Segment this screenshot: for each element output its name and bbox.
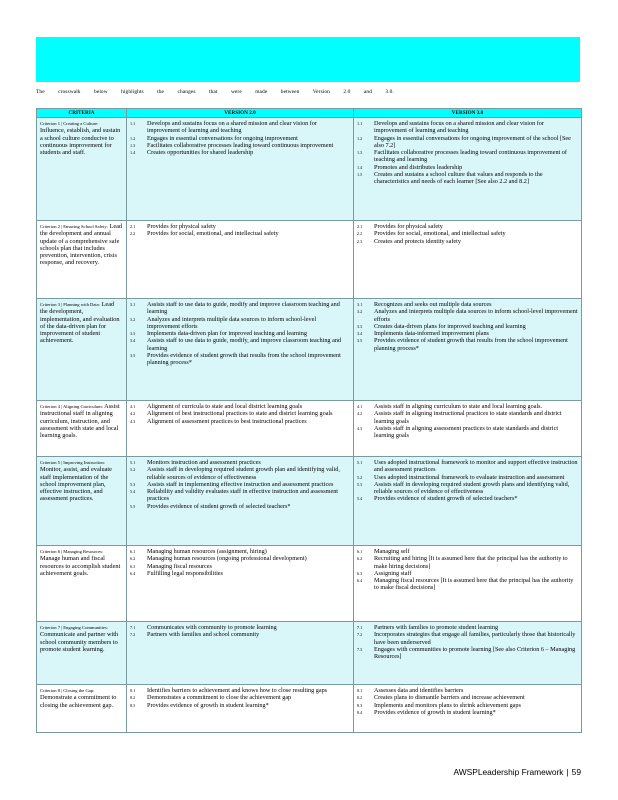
indicator-item xyxy=(130,301,350,316)
indicator-text: Creates opportunities for shared leadership xyxy=(147,149,254,157)
version-2-cell xyxy=(127,299,354,401)
indicator-number: 3.1 xyxy=(357,302,363,307)
table-row xyxy=(37,401,582,457)
version-3-cell xyxy=(354,401,582,457)
indicator-number: 2.1 xyxy=(357,224,363,229)
indicator-number: 6.2 xyxy=(130,556,136,562)
indicator-text: Assists staff in implementing effective instruction and assessment practices xyxy=(147,480,334,488)
criterion-heading: Criterion 2 | Ensuring School Safety: xyxy=(40,224,108,229)
criterion-heading: Criterion 1 | Creating a Culture: xyxy=(40,121,99,126)
indicator-number: 7.1 xyxy=(130,625,136,630)
indicator-item xyxy=(130,337,350,352)
indicator-text: Managing self xyxy=(374,548,410,555)
criterion-description: Demonstrate a commitment to closing the achievement gap. xyxy=(40,694,117,709)
indicator-number: 3.4 xyxy=(357,331,363,337)
indicator-number: 1.3 xyxy=(130,142,136,148)
indicator-number: 2.3 xyxy=(357,238,363,244)
indicator-number: 8.2 xyxy=(130,695,136,701)
indicator-item xyxy=(130,624,350,631)
indicator-number: 4.1 xyxy=(357,404,363,409)
indicator-number: 5.4 xyxy=(130,489,136,495)
criterion-heading: Criterion 6 | Managing Resources: xyxy=(40,549,104,554)
indicator-number: 4.3 xyxy=(357,425,363,431)
indicator-text: Assists staff in aligning instructional practices to state standards and district learning goals xyxy=(374,410,562,425)
indicator-text: Implements data-driven plan for improved teaching and learning xyxy=(147,330,307,338)
indicator-text: Facilitates collaborative processes leading toward continuous improvement xyxy=(147,141,334,149)
indicator-item xyxy=(130,230,350,237)
indicator-item xyxy=(130,563,350,570)
indicator-item xyxy=(357,330,578,337)
indicator-number: 8.3 xyxy=(357,702,363,708)
indicator-text: Managing human resources (ongoing professional development) xyxy=(147,555,307,563)
indicator-number: 3.3 xyxy=(357,323,363,329)
header-criteria: CRITERIA xyxy=(37,109,127,118)
version-2-cell xyxy=(127,401,354,457)
indicator-number: 6.4 xyxy=(357,578,363,584)
indicator-text: Engages with communities to promote learning [See also Criterion 6 – Managing Resources] xyxy=(374,645,576,661)
criterion-cell xyxy=(37,685,127,733)
indicator-number: 5.3 xyxy=(130,481,136,487)
indicator-text: Engages in essential conversations for ongoing improvement xyxy=(147,134,298,142)
version-2-cell xyxy=(127,546,354,622)
version-3-cell xyxy=(354,546,582,622)
title-banner xyxy=(36,37,580,82)
indicator-text: Uses adopted instructional framework to evaluate instruction and assessment xyxy=(374,473,565,481)
table-body xyxy=(37,118,582,733)
version-2-cell xyxy=(127,622,354,685)
criterion-cell xyxy=(37,118,127,221)
indicator-number: 5.2 xyxy=(357,474,363,480)
indicator-item xyxy=(357,164,578,171)
indicator-item xyxy=(357,223,578,230)
indicator-item xyxy=(357,171,578,186)
indicator-text: Provides evidence of student growth that results from the school improvement planning process* xyxy=(374,337,568,352)
indicator-item xyxy=(357,410,578,425)
table-row xyxy=(37,546,582,622)
indicator-item xyxy=(357,308,578,323)
indicator-text: Reliability and validity evaluates staff in effective instruction and assessment practices xyxy=(147,488,339,503)
indicator-text: Uses adopted instructional framework to monitor and support effective instruction and assessment practices xyxy=(374,459,578,474)
indicator-text: Managing fiscal resources [It is assumed here that the principal has the authority to make fiscal decisions] xyxy=(374,577,574,592)
indicator-item xyxy=(130,503,350,510)
indicator-number: 6.4 xyxy=(130,570,136,576)
indicator-number: 8.2 xyxy=(357,695,363,701)
indicator-text: Implements data-informed improvement plans xyxy=(374,330,489,338)
indicator-text: Incorporates strategies that engage all families, particularly those that historically have been underserved xyxy=(374,631,576,646)
version-3-cell xyxy=(354,457,582,546)
criterion-description: Manage human and fiscal resources to accomplish student achievement goals. xyxy=(40,555,121,577)
indicator-text: Creates and protects identity safety xyxy=(374,237,461,245)
indicator-text: Provides for social, emotional, and intellectual safety xyxy=(147,230,279,238)
indicator-text: Identifies barriers to achievement and knows how to close resulting gaps xyxy=(147,687,328,694)
indicator-text: Alignment of assessment practices to best instructional practices xyxy=(147,417,307,425)
indicator-number: 8.1 xyxy=(357,688,363,693)
indicator-number: 3.4 xyxy=(130,338,136,344)
indicator-number: 6.3 xyxy=(130,563,136,569)
indicator-text: Provides for physical safety xyxy=(374,223,443,230)
indicator-item xyxy=(357,337,578,352)
indicator-number: 2.2 xyxy=(357,231,363,237)
indicator-text: Assists staff in aligning assessment practices to state standards and district learning goals xyxy=(374,424,559,440)
indicator-number: 5.4 xyxy=(357,496,363,502)
indicator-item xyxy=(357,570,578,577)
indicator-text: Assists staff to use data to guide, modify, and improve classroom teaching and learning xyxy=(147,337,342,352)
indicator-text: Assists staff in developing required student growth plan and identifying valid, reliable sources of evidence of effectiveness xyxy=(147,466,340,481)
indicator-number: 1.3 xyxy=(357,150,363,156)
indicator-text: Fulfilling legal responsibilities xyxy=(147,569,223,577)
indicator-number: 3.5 xyxy=(357,338,363,344)
indicator-number: 1.1 xyxy=(357,121,363,126)
indicator-text: Managing fiscal resources xyxy=(147,562,212,570)
indicator-number: 7.2 xyxy=(130,632,136,638)
version-3-cell xyxy=(354,685,582,733)
indicator-item xyxy=(357,323,578,330)
indicator-number: 2.1 xyxy=(130,224,136,229)
table-row xyxy=(37,622,582,685)
indicator-item xyxy=(357,624,578,631)
indicator-item xyxy=(130,352,350,367)
criterion-cell xyxy=(37,457,127,546)
indicator-item xyxy=(357,403,578,410)
criterion-heading: Criterion 4 | Aligning Curriculum: xyxy=(40,404,103,409)
indicator-text: Alignment of best instructional practices to state and district learning goals xyxy=(147,410,333,418)
indicator-item xyxy=(357,230,578,237)
indicator-item xyxy=(357,135,578,150)
indicator-text: Develops and sustains focus on a shared mission and clear vision for improvement of learning and teaching xyxy=(374,120,544,135)
indicator-text: Recruiting and hiring [It is assumed here that the principal has the authority to make hiring decisions] xyxy=(374,555,568,570)
indicator-item xyxy=(130,403,350,410)
indicator-number: 7.2 xyxy=(357,632,363,638)
indicator-item xyxy=(130,570,350,577)
indicator-number: 3.1 xyxy=(130,302,136,307)
indicator-number: 2.2 xyxy=(130,231,136,237)
indicator-number: 1.4 xyxy=(357,164,363,170)
version-2-cell xyxy=(127,457,354,546)
indicator-text: Assigning staff xyxy=(374,569,412,577)
page-number: 59 xyxy=(571,767,581,777)
indicator-item xyxy=(357,548,578,555)
version-3-cell xyxy=(354,622,582,685)
indicator-item xyxy=(130,223,350,230)
criterion-description: Lead the development, implementation, and evaluation of the data-driven plan for improvement of student achievement. xyxy=(40,301,120,345)
indicator-text: Alignment of curricula to state and local district learning goals xyxy=(147,403,303,410)
indicator-number: 8.1 xyxy=(130,688,136,693)
indicator-text: Provides evidence of growth in student learning* xyxy=(374,708,496,716)
criterion-cell xyxy=(37,546,127,622)
indicator-item xyxy=(130,694,350,701)
indicator-number: 3.2 xyxy=(130,316,136,322)
indicator-number: 5.5 xyxy=(130,503,136,509)
table-row xyxy=(37,221,582,299)
indicator-item xyxy=(130,631,350,638)
indicator-item xyxy=(357,694,578,701)
table-row xyxy=(37,685,582,733)
indicator-item xyxy=(357,495,578,502)
indicator-item xyxy=(130,418,350,425)
footer-title: AWSPLeadership Framework xyxy=(453,767,564,777)
indicator-item xyxy=(357,646,578,661)
crosswalk-table xyxy=(36,108,582,733)
indicator-number: 3.2 xyxy=(357,309,363,315)
version-3-cell xyxy=(354,118,582,221)
indicator-text: Provides evidence of student growth of selected teachers* xyxy=(147,502,291,510)
criterion-heading: Criterion 3 | Planning with Data: xyxy=(40,302,100,307)
indicator-number: 8.3 xyxy=(130,702,136,708)
indicator-item xyxy=(130,135,350,142)
indicator-item xyxy=(130,459,350,466)
page-footer xyxy=(453,767,581,777)
version-2-cell xyxy=(127,118,354,221)
intro-text: The crosswalk below highlights the changes that were made between Version 2.0 and 3.0. xyxy=(36,89,394,95)
indicator-number: 1.4 xyxy=(130,150,136,156)
indicator-item xyxy=(130,149,350,156)
indicator-text: Assists staff to use data to guide, modify and improve classroom teaching and learning xyxy=(147,301,340,316)
indicator-number: 4.2 xyxy=(357,411,363,417)
indicator-number: 5.3 xyxy=(357,481,363,487)
indicator-item xyxy=(130,330,350,337)
indicator-text: Monitors instruction and assessment practices xyxy=(147,459,261,466)
indicator-number: 5.1 xyxy=(130,460,136,465)
indicator-item xyxy=(357,577,578,592)
indicator-item xyxy=(357,301,578,308)
indicator-item xyxy=(130,466,350,481)
indicator-text: Assists staff in aligning curriculum to state and local learning goals. xyxy=(374,403,543,410)
indicator-item xyxy=(357,709,578,716)
indicator-item xyxy=(130,687,350,694)
indicator-text: Partners with families to promote student learning xyxy=(374,624,499,631)
indicator-number: 7.3 xyxy=(357,646,363,652)
indicator-number: 6.1 xyxy=(357,549,363,554)
indicator-item xyxy=(357,425,578,440)
indicator-text: Engages in essential conversations for ongoing improvement of the school [See also 7.2] xyxy=(374,134,571,149)
indicator-item xyxy=(357,120,578,135)
header-version-2: VERSION 2.0 xyxy=(127,109,354,118)
criterion-heading: Criterion 7 | Engaging Communities: xyxy=(40,625,109,630)
header-version-3: VERSION 3.0 xyxy=(354,109,582,118)
criterion-description: Monitor, assist, and evaluate staff implementation of the school improvement plan, effective instruction, and assessment practices. xyxy=(40,466,112,503)
indicator-text: Demonstrates a commitment to close the achievement gap xyxy=(147,694,292,702)
indicator-text: Facilitates collaborative processes leading toward continuous improvement of teaching and learning xyxy=(374,149,567,164)
criterion-cell xyxy=(37,299,127,401)
indicator-number: 1.2 xyxy=(130,135,136,141)
indicator-number: 1.1 xyxy=(130,121,136,126)
table-header-row xyxy=(37,109,582,118)
indicator-item xyxy=(357,702,578,709)
indicator-text: Assesses data and identifies barriers xyxy=(374,687,464,694)
indicator-number: 4.1 xyxy=(130,404,136,409)
criterion-heading: Criterion 8 | Closing the Gap: xyxy=(40,688,95,693)
indicator-text: Creates and sustains a school culture that values and responds to the characteristics and needs of each learner [See also 2.2 and 8.2] xyxy=(374,171,543,186)
criterion-cell xyxy=(37,401,127,457)
indicator-number: 6.1 xyxy=(130,549,136,554)
indicator-text: Partners with families and school community xyxy=(147,631,260,639)
criterion-description: Communicate and partner with school community members to promote student learning. xyxy=(40,631,119,653)
criterion-description: Influence, establish, and sustain a school culture conducive to continuous improvement for students and staff. xyxy=(40,127,121,157)
criterion-description: Assist instructional staff in aligning curriculum, instruction, and assessment with state and local learning goals. xyxy=(40,403,120,440)
indicator-text: Creates data-driven plans for improved teaching and learning xyxy=(374,322,526,330)
indicator-text: Analyzes and interprets multiple data sources to inform school-level improvement efforts xyxy=(374,308,578,323)
indicator-number: 8.4 xyxy=(357,709,363,715)
indicator-item xyxy=(130,410,350,417)
indicator-item xyxy=(130,481,350,488)
table-row xyxy=(37,118,582,221)
indicator-text: Provides for social, emotional, and intellectual safety xyxy=(374,230,506,238)
indicator-text: Develops and sustains focus on a shared mission and clear vision for improvement of learning and teaching xyxy=(147,120,317,135)
indicator-number: 4.2 xyxy=(130,411,136,417)
indicator-text: Assists staff in developing required student growth plans and identifying valid, reliable sources of evidence of effectiveness xyxy=(374,480,570,496)
indicator-text: Managing human resources (assignment, hiring) xyxy=(147,548,267,555)
criterion-description: Lead the development and annual update of a comprehensive safe schools plan that includes prevention, intervention, crisis response, and recovery. xyxy=(40,223,123,267)
indicator-item xyxy=(130,555,350,562)
indicator-item xyxy=(130,120,350,135)
indicator-item xyxy=(357,481,578,496)
criterion-cell xyxy=(37,221,127,299)
indicator-item xyxy=(130,548,350,555)
indicator-item xyxy=(357,238,578,245)
indicator-number: 4.3 xyxy=(130,418,136,424)
indicator-item xyxy=(357,631,578,646)
indicator-text: Provides for physical safety xyxy=(147,223,216,230)
indicator-number: 6.2 xyxy=(357,556,363,562)
indicator-number: 3.3 xyxy=(130,331,136,337)
indicator-number: 5.2 xyxy=(130,467,136,473)
indicator-number: 7.1 xyxy=(357,625,363,630)
indicator-text: Creates plans to dismantle barriers and increase achievement xyxy=(374,694,525,702)
indicator-item xyxy=(357,474,578,481)
indicator-text: Analyzes and interprets multiple data sources to inform school-level improvement efforts xyxy=(147,315,317,330)
indicator-item xyxy=(357,459,578,474)
indicator-text: Provides evidence of student growth that results from the school improvement planning process* xyxy=(147,352,341,367)
table-row xyxy=(37,457,582,546)
indicator-item xyxy=(130,316,350,331)
footer-separator: | xyxy=(566,767,569,777)
indicator-item xyxy=(130,702,350,709)
indicator-text: Communicates with community to promote learning xyxy=(147,624,277,631)
indicator-item xyxy=(357,687,578,694)
indicator-number: 1.5 xyxy=(357,172,363,178)
indicator-item xyxy=(130,142,350,149)
version-3-cell xyxy=(354,221,582,299)
version-2-cell xyxy=(127,685,354,733)
version-2-cell xyxy=(127,221,354,299)
indicator-item xyxy=(357,555,578,570)
indicator-text: Recognizes and seeks out multiple data sources xyxy=(374,301,492,308)
criterion-heading: Criterion 5 | Improving Instruction: xyxy=(40,460,105,465)
version-3-cell xyxy=(354,299,582,401)
indicator-number: 1.2 xyxy=(357,135,363,141)
indicator-text: Provides evidence of student growth of selected teachers* xyxy=(374,495,518,503)
indicator-text: Promotes and distributes leadership xyxy=(374,163,463,171)
indicator-number: 3.5 xyxy=(130,353,136,359)
indicator-number: 6.3 xyxy=(357,570,363,576)
indicator-item xyxy=(357,149,578,164)
table-row xyxy=(37,299,582,401)
criterion-cell xyxy=(37,622,127,685)
indicator-number: 5.1 xyxy=(357,460,363,465)
indicator-text: Provides evidence of growth in student learning* xyxy=(147,701,269,709)
indicator-item xyxy=(130,488,350,503)
indicator-text: Implements and monitors plans to shrink achievement gaps xyxy=(374,701,521,709)
